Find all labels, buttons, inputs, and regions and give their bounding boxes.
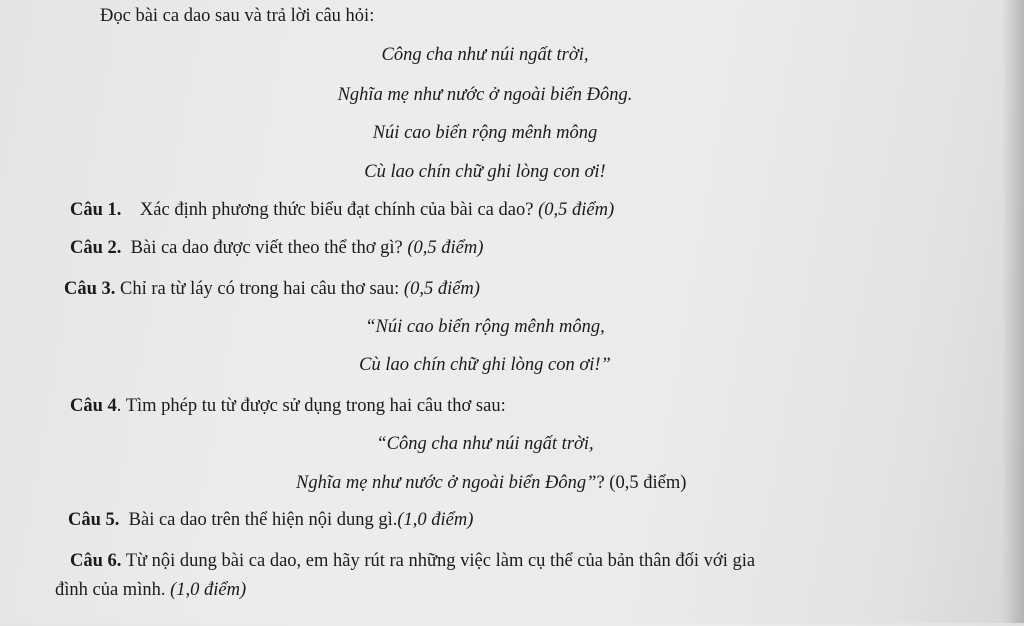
question-5 — [68, 508, 473, 532]
question-4-quote-1: “Công cha như núi ngất trời, — [376, 434, 594, 454]
question-1 — [70, 198, 614, 222]
question-4 — [70, 394, 506, 418]
question-3-text: Chỉ ra từ láy có trong hai câu thơ sau: — [120, 279, 400, 299]
question-4-quote-2: Nghĩa mẹ như nước ở ngoài biển Đông” — [296, 473, 597, 493]
question-4-text: . Tìm phép tu từ được sử dụng trong hai câu thơ sau: — [116, 396, 506, 416]
question-1-points: (0,5 điểm) — [538, 200, 615, 220]
paper-edge-shadow — [1002, 0, 1024, 623]
question-3-quote-1: “Núi cao biển rộng mênh mông, — [365, 317, 605, 337]
question-6-label: Câu 6. — [70, 551, 122, 571]
question-2-text: Bài ca dao được viết theo thể thơ gì? — [130, 238, 403, 258]
question-3-label: Câu 3. — [64, 279, 116, 299]
question-3 — [64, 277, 480, 301]
question-5-label: Câu 5. — [68, 510, 120, 530]
poem-line-4: Cù lao chín chữ ghi lòng con ơi! — [364, 162, 606, 182]
question-4-quote-2-line — [296, 471, 686, 495]
question-5-text: Bài ca dao trên thể hiện nội dung gì. — [128, 510, 398, 530]
question-6-text-1: Từ nội dung bài ca dao, em hãy rút ra những việc làm cụ thể của bản thân đối với gia — [125, 551, 756, 571]
question-2-label: Câu 2. — [70, 238, 122, 258]
question-6-continued — [55, 578, 246, 602]
question-1-text: Xác định phương thức biểu đạt chính của bài ca dao? — [139, 200, 534, 220]
question-6-text-2: đình của mình. — [55, 580, 166, 600]
cut-off-next-section-heading — [60, 614, 390, 626]
poem-line-1: Công cha như núi ngất trời, — [381, 45, 589, 65]
poem-line-2: Nghĩa mẹ như nước ở ngoài biển Đông. — [337, 85, 633, 105]
question-4-points: ? (0,5 điểm) — [596, 473, 687, 493]
poem-line-3: Núi cao biển rộng mênh mông — [372, 123, 598, 143]
question-1-label: Câu 1. — [70, 200, 122, 220]
question-3-quote-2: Cù lao chín chữ ghi lòng con ơi!” — [359, 355, 611, 375]
question-4-label: Câu 4 — [70, 396, 117, 416]
instruction-line: Đọc bài ca dao sau và trả lời câu hỏi: — [100, 6, 375, 26]
question-2-points: (0,5 điểm) — [407, 238, 484, 258]
question-3-points: (0,5 điểm) — [403, 279, 480, 299]
question-6 — [70, 549, 755, 573]
question-6-points: (1,0 điểm) — [170, 580, 247, 600]
question-5-points: (1,0 điểm) — [397, 510, 474, 530]
question-2 — [70, 236, 483, 260]
